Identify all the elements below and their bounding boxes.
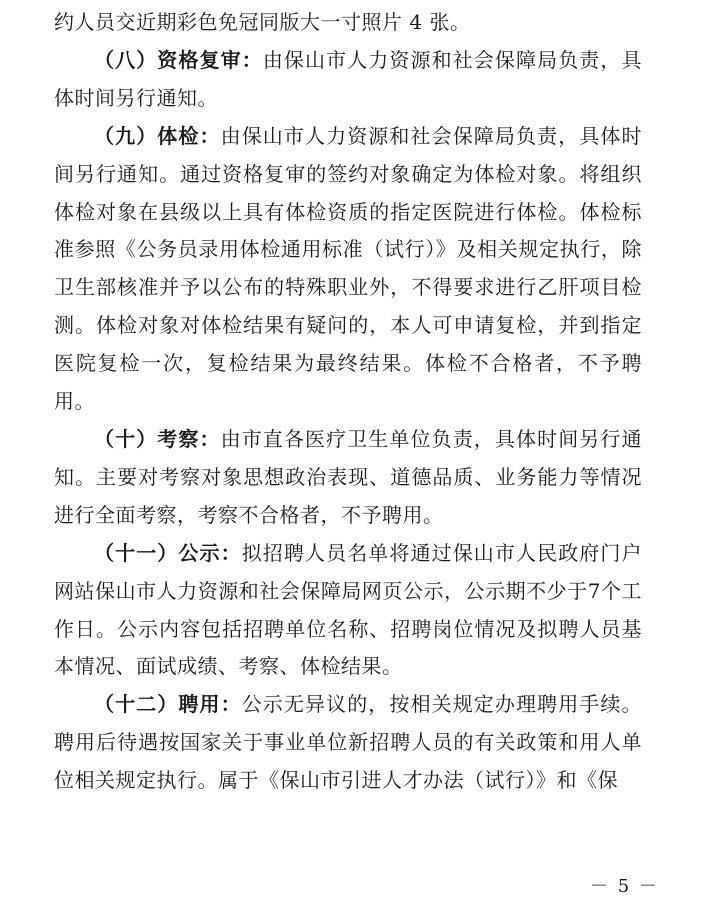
body-text bbox=[54, 4, 642, 800]
paragraph-continuation bbox=[54, 4, 642, 42]
paragraph-heading: （十）考察： bbox=[94, 426, 221, 451]
paragraph-body: 拟招聘人员名单将通过保山市人民政府门户网站保山市人力资源和社会保障局网页公示，公示期不少于7个工作日。公示内容包括招聘单位名称、招聘岗位情况及拟聘人员基本情况、面试成绩、考察、体检结果。 bbox=[54, 540, 643, 679]
paragraph-heading: （十一）公示： bbox=[94, 540, 242, 565]
paragraph-heading: （十二）聘用： bbox=[94, 692, 242, 717]
paragraph-inspection bbox=[54, 421, 642, 535]
paragraph-heading: （九）体检： bbox=[94, 123, 221, 148]
page-number: － 5 － bbox=[590, 876, 659, 897]
paragraph-body: 公示无异议的，按相关规定办理聘用手续。聘用后待遇按国家关于事业单位新招聘人员的有关政策和用人单位相关规定执行。属于《保山市引进人才办法（试行）》和《保 bbox=[54, 692, 643, 793]
paragraph-body: 由保山市人力资源和社会保障局负责，具体时间另行通知。通过资格复审的签约对象确定为体检对象。将组织体检对象在县级以上具有体检资质的指定医院进行体检。体检标准参照《公务员录用体检通用标准（试行）》及相关规定执行，除卫生部核准并予以公布的特殊职业外，不得要求进行乙肝项目检测。体检对象对体检结果有疑问的，本人可申请复检，并到指定医院复检一次，复检结果为最终结果。体检不合格者，不予聘用。 bbox=[54, 123, 643, 414]
paragraph-medical-exam bbox=[54, 118, 642, 421]
paragraph-publicity bbox=[54, 535, 642, 687]
paragraph-employment bbox=[54, 686, 642, 800]
paragraph-body: 由保山市人力资源和社会保障局负责，具体时间另行通知。 bbox=[54, 47, 643, 110]
paragraph-heading: （八）资格复审： bbox=[94, 47, 263, 72]
paragraph-body: 约人员交近期彩色免冠同版大一寸照片 4 张。 bbox=[54, 10, 471, 34]
paragraph-qualification-review bbox=[54, 42, 642, 118]
paragraph-body: 由市直各医疗卫生单位负责，具体时间另行通知。主要对考察对象思想政治表现、道德品质、业务能力等情况进行全面考察，考察不合格者，不予聘用。 bbox=[54, 426, 643, 527]
